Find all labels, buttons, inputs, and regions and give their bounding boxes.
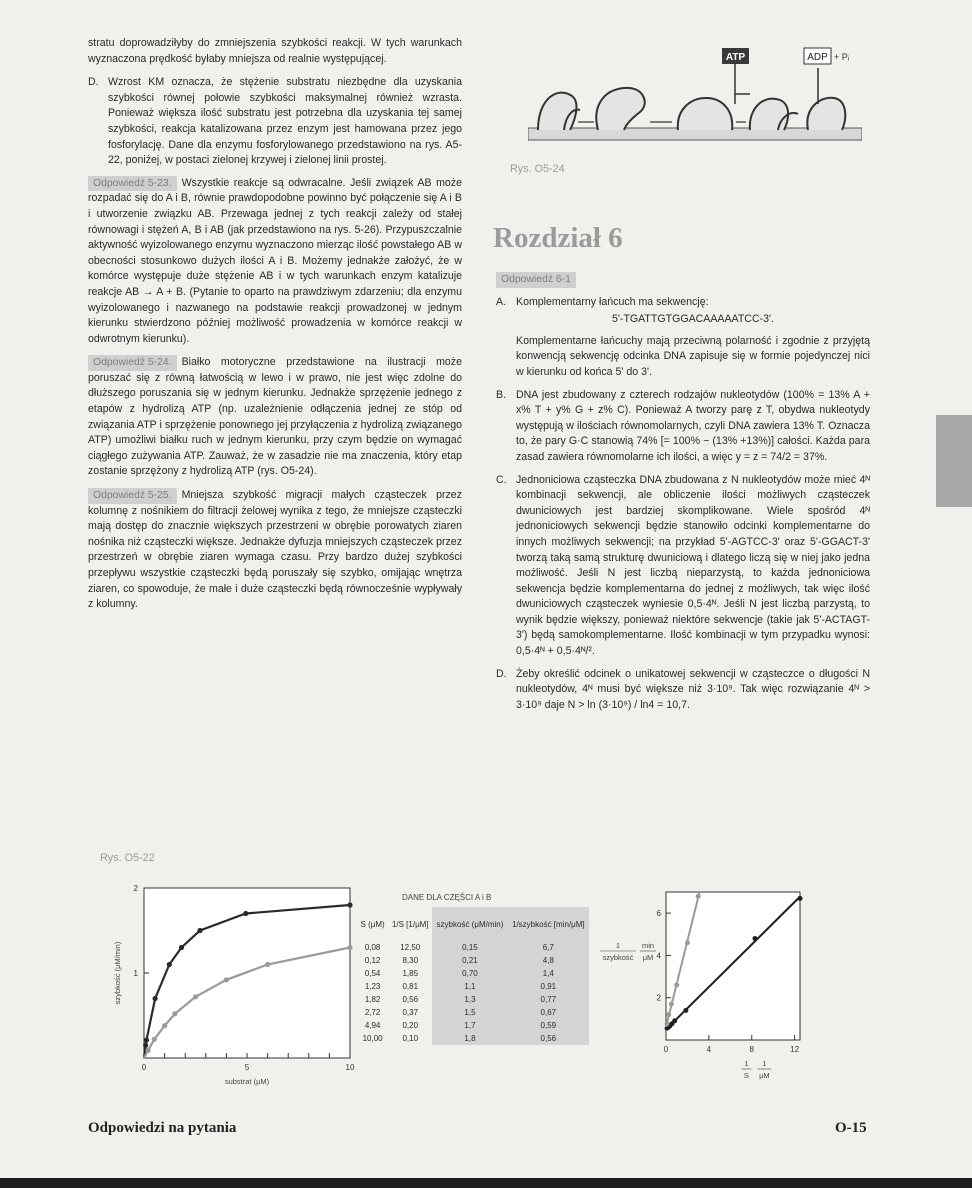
y-tick-label: 2 xyxy=(656,993,661,1003)
table-cell: 1,7 xyxy=(432,1019,507,1032)
dna-sequence: 5'-TGATTGTGGACAAAAATCC-3'. xyxy=(612,313,774,326)
data-point xyxy=(674,983,679,988)
right-column xyxy=(496,272,870,720)
table-header-s: S (μM) xyxy=(360,919,385,929)
table-cell: 0,15 xyxy=(432,941,507,954)
y-unit-den: μM xyxy=(642,953,654,962)
table-header-rate: szybkość (μM/min) xyxy=(432,907,507,941)
chapter-title: Rozdział 6 xyxy=(493,222,623,254)
table-row xyxy=(357,1006,589,1019)
table-row xyxy=(357,993,589,1006)
table-cell: 1,82 xyxy=(364,995,381,1004)
data-point xyxy=(683,1008,688,1013)
x-axis-label-num: 1 xyxy=(744,1059,749,1068)
data-point xyxy=(143,1043,148,1048)
table-cell: 0,54 xyxy=(364,969,381,978)
table-cell: 10,00 xyxy=(362,1034,383,1043)
y-tick-label: 6 xyxy=(656,909,661,919)
item-label: A. xyxy=(496,295,507,308)
answer-tag: Odpowiedź 6-1 xyxy=(496,272,576,288)
table-cell: 0,08 xyxy=(364,943,381,952)
x-unit-den: μM xyxy=(759,1071,770,1080)
table-cell: 6,7 xyxy=(508,941,589,954)
list-item xyxy=(88,75,462,169)
data-point xyxy=(144,1038,149,1043)
y-tick-label: 1 xyxy=(133,969,138,978)
motor-protein-1 xyxy=(538,93,580,130)
data-point xyxy=(672,1018,677,1023)
list-item xyxy=(496,473,870,660)
data-point xyxy=(669,1002,674,1007)
atp-label: ATP xyxy=(725,52,746,63)
left-column xyxy=(88,36,462,621)
table-cell: 1,8 xyxy=(432,1032,507,1045)
table-row xyxy=(357,980,589,993)
x-unit-num: 1 xyxy=(762,1059,767,1068)
lineweaver-burk-chart xyxy=(596,882,816,1092)
data-point xyxy=(153,996,158,1001)
table-cell: 1,85 xyxy=(402,969,419,978)
pi-label: + Pᵢ xyxy=(834,52,850,62)
data-point xyxy=(167,962,172,967)
table-row xyxy=(357,1019,589,1032)
data-point xyxy=(798,896,803,901)
table-row xyxy=(357,941,589,954)
answer-tag: Odpowiedź 5-25. xyxy=(88,488,177,504)
table-cell: 1,5 xyxy=(432,1006,507,1019)
x-tick-label: 8 xyxy=(749,1045,754,1054)
list-item xyxy=(496,388,870,466)
table-cell: 4,94 xyxy=(364,1021,381,1030)
table-cell: 0,10 xyxy=(402,1034,419,1043)
y-tick-label: 4 xyxy=(656,951,661,961)
table-cell: 1,23 xyxy=(364,982,381,991)
data-point xyxy=(696,894,701,899)
table-cell: 0,56 xyxy=(402,995,419,1004)
table-cell: 4,8 xyxy=(508,954,589,967)
x-tick-label: 0 xyxy=(663,1045,669,1054)
table-title: DANE DLA CZĘŚCI A i B xyxy=(402,893,492,902)
x-tick-label: 10 xyxy=(345,1063,355,1072)
data-table-wrapper xyxy=(357,893,589,1083)
table-cell: 1,1 xyxy=(432,980,507,993)
side-tab xyxy=(936,415,972,507)
table-cell: 0,91 xyxy=(508,980,589,993)
item-text: DNA jest zbudowany z czterech rodzajów nukleotydów (100% = 13% A + x% T + y% G + z% C). Ponieważ A tworzy parę z T, obydwa nukleotydy występują w ilościach równomolarnych, czyli DNA zawiera 13% T. Oznacza to, że pary G·C stanowią 74% [= 100% − (13% +13%)] całości. Każda para zasad zawiera równomolarne ich ilości, a więc y = z = 74/2 = 37%. xyxy=(516,388,870,463)
motor-protein-3 xyxy=(678,98,732,130)
figure-caption: Rys. O5-24 xyxy=(510,163,565,175)
list-item xyxy=(496,295,870,381)
data-point xyxy=(172,1011,177,1016)
paragraph: stratu doprowadziłyby do zmniejszenia szybkości reakcji. W tych warunkach wyznaczona prędkość byłaby mniejsza od realnie występującej. xyxy=(88,37,462,65)
motor-protein-4 xyxy=(750,99,798,130)
data-point xyxy=(347,945,352,950)
table-cell: 0,21 xyxy=(432,954,507,967)
x-tick-label: 5 xyxy=(244,1063,250,1072)
table-cell: 0,77 xyxy=(508,993,589,1006)
chart-frame xyxy=(666,892,800,1040)
data-point xyxy=(685,940,690,945)
item-label: C. xyxy=(496,473,507,486)
answer-text: Białko motoryczne przedstawione na ilustracji może poruszać się z równą łatwością w lewo i w prawo, nie jest więc zdolne do dłuższego poruszania się w jednym kierunku. Jednakże sprzężenie jednego z etapów z hydrolizą ATP (np. uzależnienie odłączenia jednej ze stóp od związania ATP i sprzężenie ponownego jej przyłączenia z hydrolizą związanego ATP) umożliwi białku ruch w jednym kierunku, przy czym będzie on wymagać ciągłego zużywania ATP. Zauważ, że w zasadzie nie ma znaczenia, który etap zostanie sprzężony z hydrolizą ATP (rys. O5-24). xyxy=(88,356,462,478)
item-text: Jednoniciowa cząsteczka DNA zbudowana z N nukleotydów może mieć 4ᴺ kombinacji sekwencji, ale obliczenie ilości możliwych cząsteczek dwuniciowych jest bardziej skomplikowane. Wiele spośród 4ᴺ jednoniciowych sekwencji będzie stanowiło odcinki komplementarne do innych możliwych sekwencji; na przykład 5'-AGTCC-3' oraz 5'-GGACT-3' tworzą taką samą strukturę dwuniciową i dlatego liczą się w niej jako jedna możliwość. Jeśli N jest liczbą nieparzystą, to każda jednoniciowa sekwencja będzie komplementarna do jednej z możliwych, tak więc ilość dwuniciowych cząsteczek wyniesie 0,5·4ᴺ. Jeśli N jest liczbą parzystą, to wynik będzie większy, ponieważ niektóre sekwencje (takie jak 5'-ACTAGT-3') będą samokomplementarne. Ilość kombinacji w tym przypadku wynosi: 0,5·4ᴺ + 0,5·4ᴺ/². xyxy=(516,473,870,658)
motor-protein-figure xyxy=(528,38,862,150)
y-axis-label: szybkość (μM/min) xyxy=(113,941,122,1005)
answer-text: Wszystkie reakcje są odwracalne. Jeśli związek AB może rozpadać się do A i B, równie prawdopodobne powinno być połączenie się A i B i utworzenie związku AB. Przewaga jednej z tych reakcji zależy od stałej równowagi i stężeń A, B i AB (jak przedstawiono na rys. 5-26). Przypuszczalnie aktywność wyizolowanego enzymu wyznaczono mierząc ilość powstałego AB w obecności stosunkowo dużych ilości A i B. Możemy jednakże założyć, że w komórce występuje duże stężenie AB i w tych warunkach enzym katalizuje reakcje AB → A + B. (Pytanie to oparto na prawdziwym zdarzeniu; dla enzymu wyizolowanego i nazwanego na podstawie reakcji prowadzonej w jednym kierunku stwierdzono później możliwość prowadzenia w komórce reakcji w odwrotnym kierunku). xyxy=(88,176,462,345)
data-point xyxy=(752,936,757,941)
item-label: D. xyxy=(496,667,507,680)
x-tick-label: 12 xyxy=(790,1045,800,1054)
data-point xyxy=(152,1037,157,1042)
table-cell: 12,50 xyxy=(400,943,421,952)
table-cell: 0,70 xyxy=(432,967,507,980)
answer-5-25 xyxy=(88,488,462,613)
data-point xyxy=(162,1023,167,1028)
table-cell: 0,59 xyxy=(508,1019,589,1032)
data-point xyxy=(193,994,198,999)
x-axis-label: substrat (μM) xyxy=(224,1077,270,1086)
item-text: Wzrost KM oznacza, że stężenie substratu niezbędne dla uzyskania szybkości równej połowie szybkości maksymalnej również wzrasta. Ponieważ większa ilość substratu jest potrzebna dla uzyskania tej samej szybkości, reakcja katalizowana przez enzym jest hamowana przez jego fosforylację. Dane dla enzymu fosforylowanego przedstawiono na rys. A5-22, poniżej, w postaci zielonej krzywej i zielonej linii prostej. xyxy=(108,76,462,167)
answer-tag: Odpowiedź 5-23. xyxy=(88,176,177,192)
table-cell: 1,3 xyxy=(432,993,507,1006)
table-header-inv-s: 1/S [1/μM] xyxy=(391,919,429,929)
data-point xyxy=(265,962,270,967)
motor-protein-2 xyxy=(596,88,644,130)
data-point xyxy=(197,928,202,933)
answer-5-23 xyxy=(88,176,462,348)
data-point xyxy=(146,1048,151,1053)
y-unit-num: min xyxy=(641,941,655,950)
table-cell: 0,12 xyxy=(364,956,381,965)
table-row xyxy=(357,954,589,967)
table-body xyxy=(357,941,589,1045)
y-axis-label-den: szybkość xyxy=(602,953,634,962)
item-text: Komplementarny łańcuch ma sekwencję: xyxy=(516,295,709,308)
footer-title: Odpowiedzi na pytania xyxy=(88,1120,237,1136)
page-edge xyxy=(0,1178,972,1188)
item-text: Żeby określić odcinek o unikatowej sekwencji w cząsteczce o długości N nukleotydów, 4ᴺ musi być większe niż 3·10⁹. Tak więc rozwiązanie 4ᴺ > 3·10⁹ daje N > ln (3·10⁹) / ln4 = 10,7. xyxy=(516,667,870,711)
data-point xyxy=(665,1021,670,1026)
chart-plot-area xyxy=(113,884,355,1086)
figure-caption: Rys. O5-22 xyxy=(100,852,155,864)
answer-tag: Odpowiedź 5-24. xyxy=(88,355,177,371)
table-row xyxy=(357,1032,589,1045)
data-point xyxy=(224,977,229,982)
table-row xyxy=(357,967,589,980)
item-label: B. xyxy=(496,388,507,401)
item-text: Komplementarne łańcuchy mają przeciwną polarność i zgodnie z przyjętą konwencją sekwencję odcinka DNA zapisuje się w formie pojedynczej nici w kierunku od końca 5' do 3'. xyxy=(516,334,870,378)
x-tick-label: 4 xyxy=(706,1045,712,1054)
table-cell: 0,20 xyxy=(402,1021,419,1030)
y-axis-label-num: 1 xyxy=(615,941,621,950)
table-header-inv-rate: 1/szybkość [min/μM] xyxy=(508,907,589,941)
answer-5-24 xyxy=(88,355,462,480)
data-point xyxy=(243,911,248,916)
motor-protein-5 xyxy=(807,98,845,130)
y-tick-label: 2 xyxy=(133,884,138,893)
table-cell: 0,56 xyxy=(508,1032,589,1045)
table-cell: 8,30 xyxy=(402,956,419,965)
michaelis-menten-chart xyxy=(108,882,358,1088)
adp-label: ADP xyxy=(807,52,828,63)
table-cell: 0,37 xyxy=(402,1008,419,1017)
page-number: O-15 xyxy=(835,1120,867,1136)
table-cell: 0,67 xyxy=(508,1006,589,1019)
x-tick-label: 0 xyxy=(141,1063,147,1072)
data-point xyxy=(666,1012,671,1017)
item-label: D. xyxy=(88,76,99,89)
list-item xyxy=(496,667,870,714)
x-axis-label-den: S xyxy=(743,1071,749,1080)
data-point xyxy=(347,902,352,907)
data-table xyxy=(357,907,589,1045)
table-cell: 0,81 xyxy=(402,982,419,991)
motor-protein-illustration xyxy=(528,38,862,150)
chart-plot-area xyxy=(600,892,803,1080)
table-cell: 2,72 xyxy=(364,1008,381,1017)
data-point xyxy=(179,945,184,950)
answer-text: Mniejsza szybkość migracji małych cząsteczek przez kolumnę z nośnikiem do filtracji żelowej wynika z tego, że mniejsze cząsteczki mają dostęp do znacznie większych przestrzeni w obrębie porowatych ziaren nośnika niż cząsteczki większe. Jednakże dyfuzja mniejszych cząsteczek przez przestrzeń w obrębie ziaren wymaga czasu. Przy bardzo dużej szybkości przepływu wszystkie cząsteczki będą poruszały się szybko, omijając wnętrza ziaren, co spowoduje, że małe i duże cząsteczki będą równocześnie wypływały z kolumny. xyxy=(88,489,462,611)
table-cell: 1,4 xyxy=(508,967,589,980)
